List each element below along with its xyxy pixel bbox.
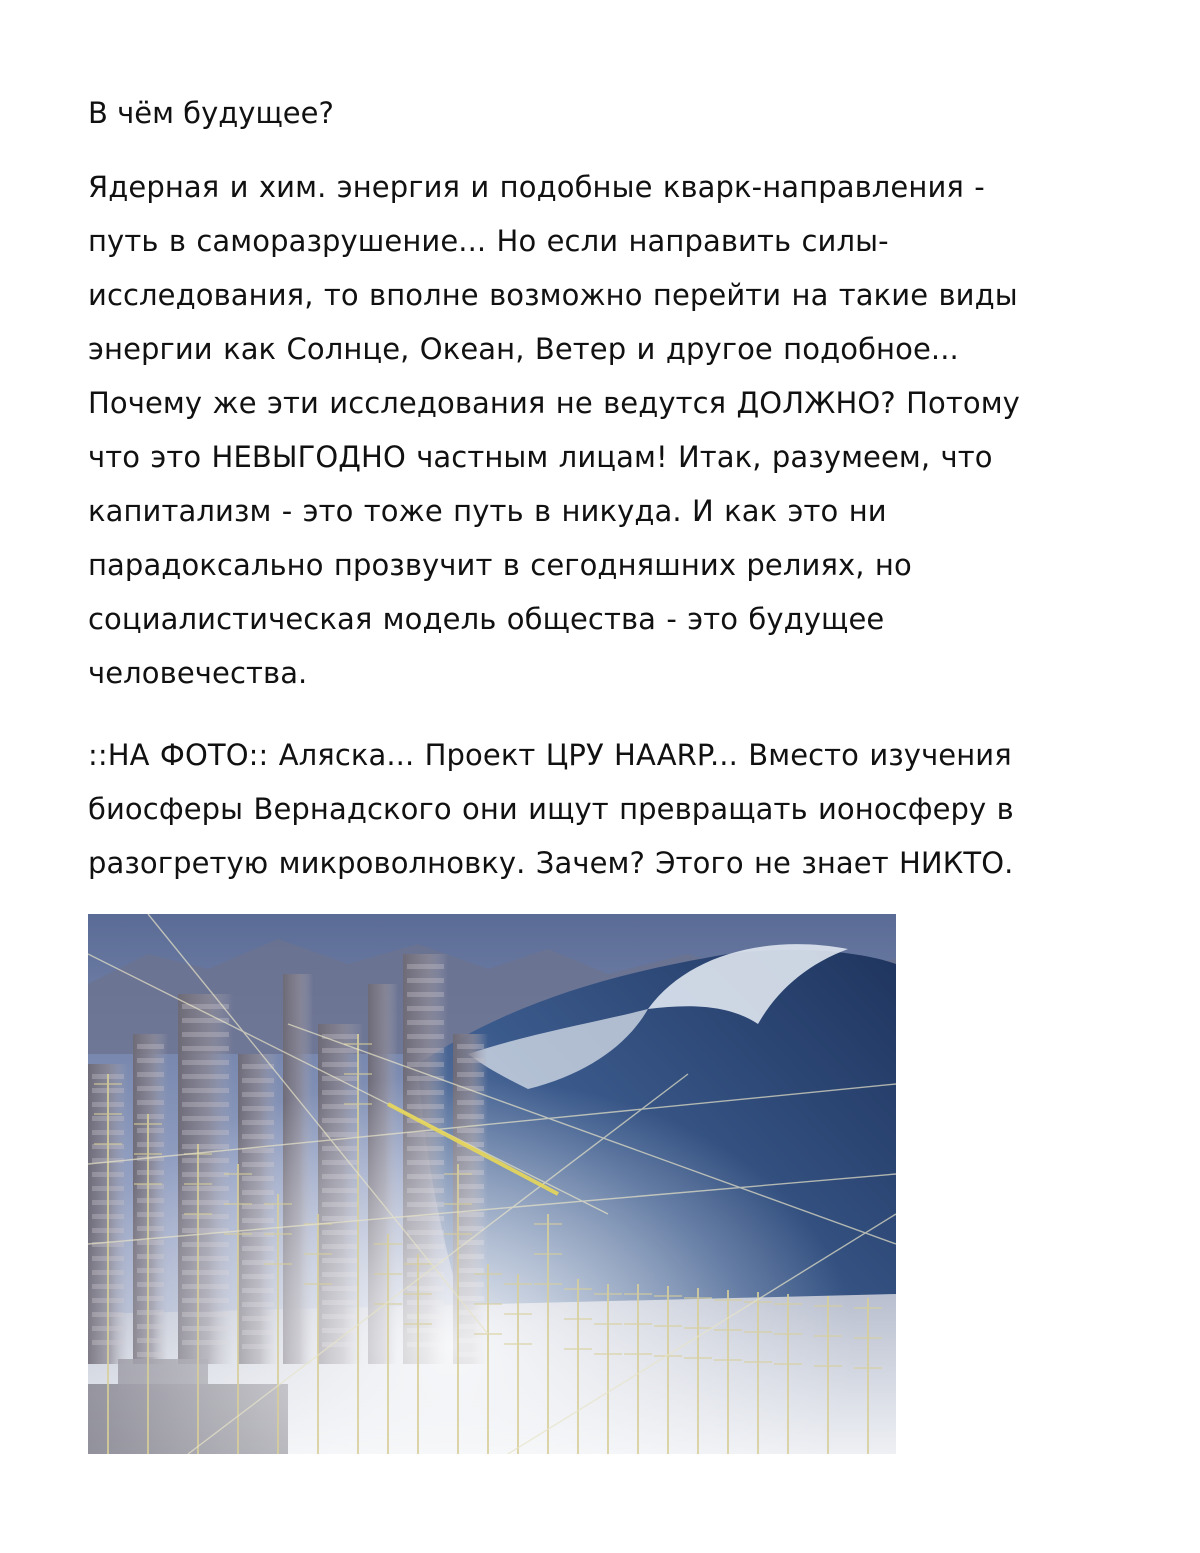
text-line: путь в саморазрушение... Но если направить силы- (88, 224, 889, 258)
text-line: исследования, то вполне возможно перейти на такие виды (88, 278, 1018, 312)
text-line: человечества. (88, 656, 308, 690)
text-line: ::НА ФОТО:: Аляска... Проект ЦРУ HAARP... Вместо изучения (88, 738, 1012, 772)
paragraph-main (88, 160, 1098, 700)
text-line: разогретую микроволновку. Зачем? Этого не знает НИКТО. (88, 846, 1014, 880)
page-heading: В чём будущее? (88, 96, 334, 130)
collage-photo (88, 914, 896, 1454)
text-line: капитализм - это тоже путь в никуда. И как это ни (88, 494, 887, 528)
text-line: социалистическая модель общества - это будущее (88, 602, 885, 636)
paragraph-photo-caption (88, 728, 1098, 890)
text-line: биосферы Вернадского они ищут превращать ионосферу в (88, 792, 1014, 826)
text-line: парадоксально прозвучит в сегодняшних релиях, но (88, 548, 912, 582)
text-line: Почему же эти исследования не ведутся ДОЛЖНО? Потому (88, 386, 1020, 420)
text-line: Ядерная и хим. энергия и подобные кварк-направления - (88, 170, 985, 204)
text-line: что это НЕВЫГОДНО частным лицам! Итак, разумеем, что (88, 440, 993, 474)
text-line: энергии как Солнце, Океан, Ветер и другое подобное... (88, 332, 959, 366)
